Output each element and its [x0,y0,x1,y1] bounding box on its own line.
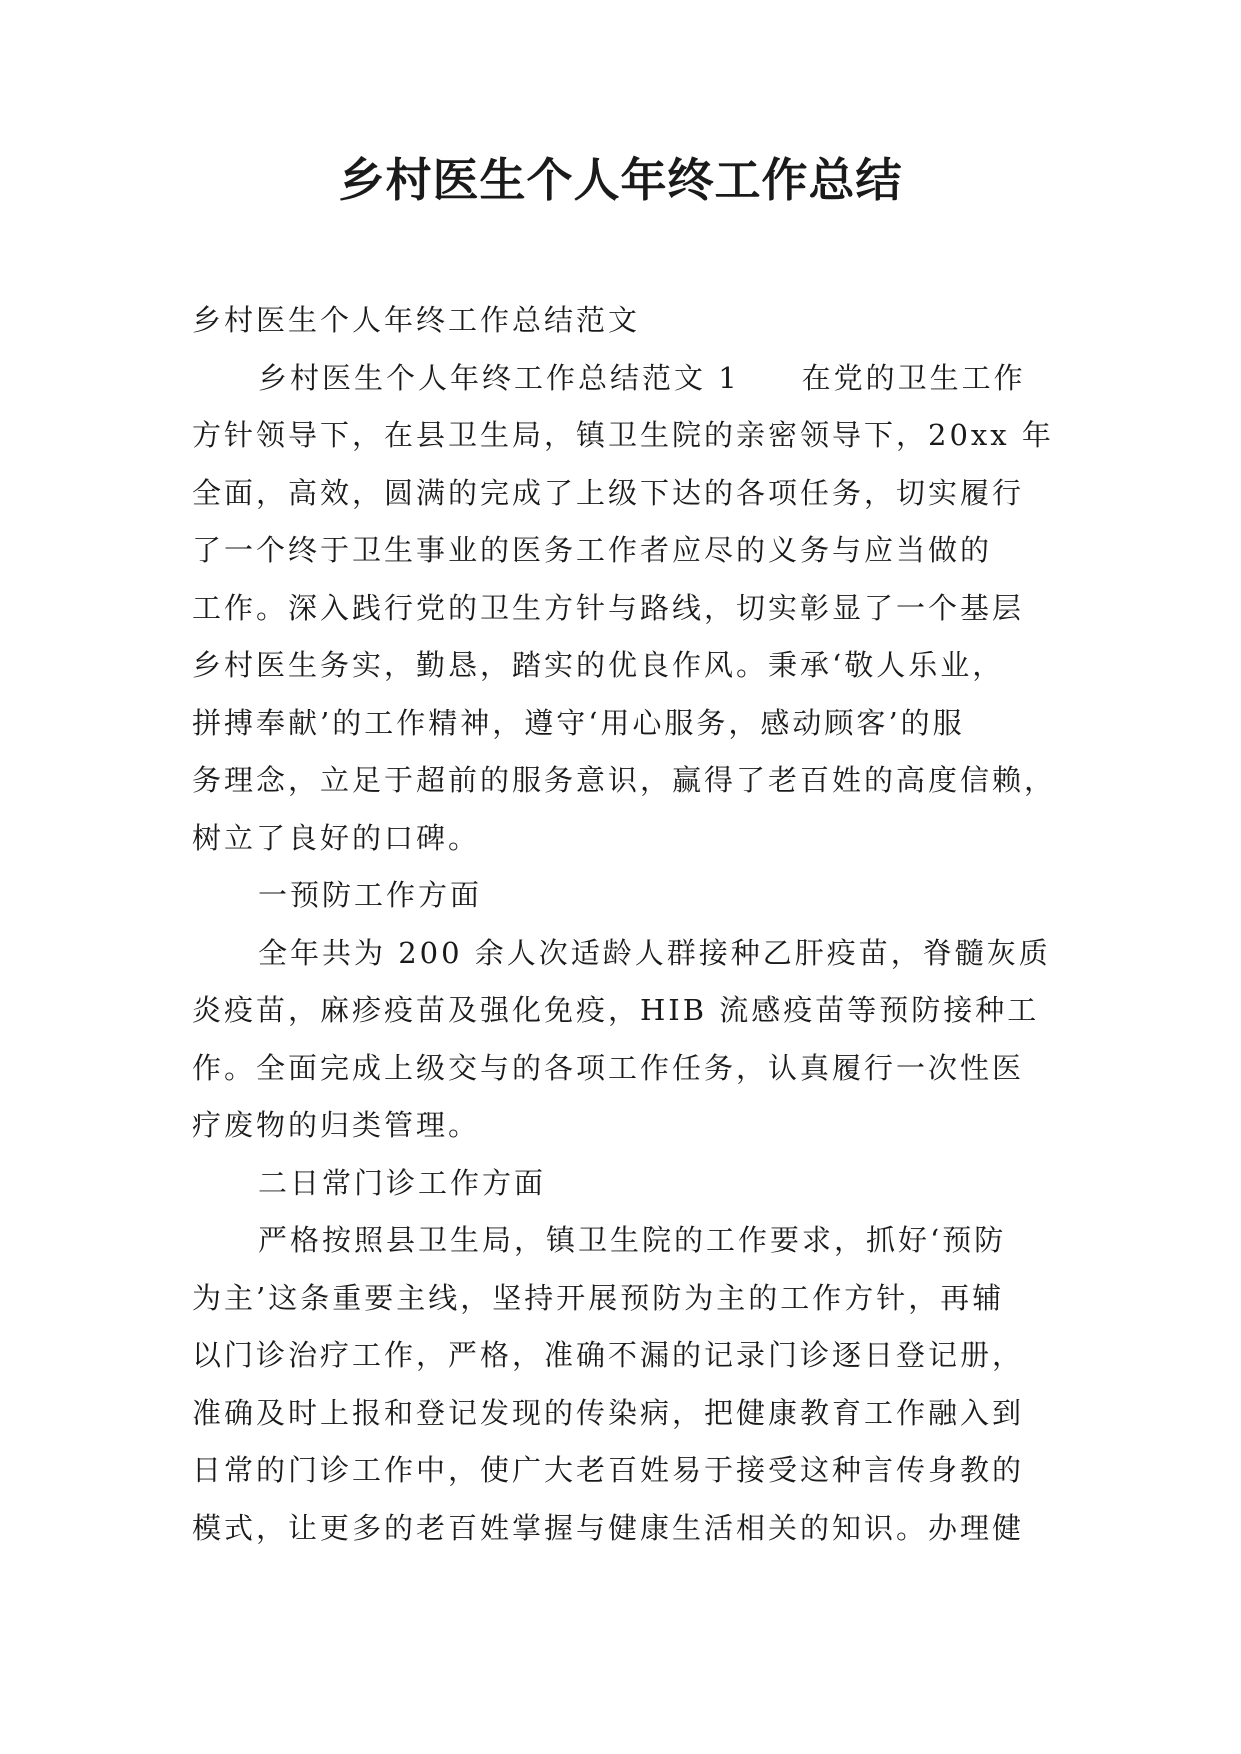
paragraph-3-line: 以门诊治疗工作，严格，准确不漏的记录门诊逐日登记册， [192,1338,1025,1372]
paragraph-1-line: 工作。深入践行党的卫生方针与路线，切实彰显了一个基层 [192,590,1025,625]
paragraph-1-first-line [192,350,1062,408]
paragraph-1-line: 方针领导下，在县卫生局，镇卫生院的亲密领导下，20xx 年 [192,418,1054,452]
section-1-heading: 一预防工作方面 [258,878,483,912]
paragraph-1-line: 乡村医生务实，勤恳，踏实的优良作风。秉承‘敬人乐业， [192,648,1005,682]
paragraph-3-line: 准确及时上报和登记发现的传染病，把健康教育工作融入到 [192,1395,1025,1430]
document-subtitle: 乡村医生个人年终工作总结范文 [192,303,641,337]
paragraph-1-line: 务理念，立足于超前的服务意识，赢得了老百姓的高度信赖， [192,763,1057,797]
paragraph-2-line: 炎疫苗，麻疹疫苗及强化免疫，HIB 流感疫苗等预防接种工 [192,993,1040,1027]
paragraph-1-line: 了一个终于卫生事业的医务工作者应尽的义务与应当做的 [192,533,993,567]
paragraph-1-line: 全面，高效，圆满的完成了上级下达的各项任务，切实履行 [192,475,1025,510]
paragraph-2-line: 疗废物的归类管理。 [192,1108,481,1142]
paragraph-1-first-line-rest: 在党的卫生工作 [801,360,1026,395]
paragraph-3-line: 模式，让更多的老百姓掌握与健康生活相关的知识。办理健 [192,1510,1025,1545]
paragraph-1-line: 树立了良好的口碑。 [192,820,481,855]
document-body [192,292,1062,1557]
section-2-heading: 二日常门诊工作方面 [258,1165,547,1200]
paragraph-1-heading: 乡村医生个人年终工作总结范文 1 [258,360,740,395]
paragraph-3-line: 日常的门诊工作中，使广大老百姓易于接受这种言传身教的 [192,1453,1025,1487]
paragraph-3-first-line: 严格按照县卫生局，镇卫生院的工作要求，抓好‘预防 [258,1223,1007,1257]
paragraph-1-line: 拼搏奉献’的工作精神，遵守‘用心服务，感动顾客’的服 [192,705,965,740]
paragraph-2-first-line: 全年共为 200 余人次适龄人群接种乙肝疫苗，脊髓灰质 [258,935,1051,970]
paragraph-3-line: 为主’这条重要主线，坚持开展预防为主的工作方针，再辅 [192,1280,1005,1315]
document-title: 乡村医生个人年终工作总结 [338,153,903,207]
paragraph-2-line: 作。全面完成上级交与的各项工作任务，认真履行一次性医 [192,1050,1025,1085]
